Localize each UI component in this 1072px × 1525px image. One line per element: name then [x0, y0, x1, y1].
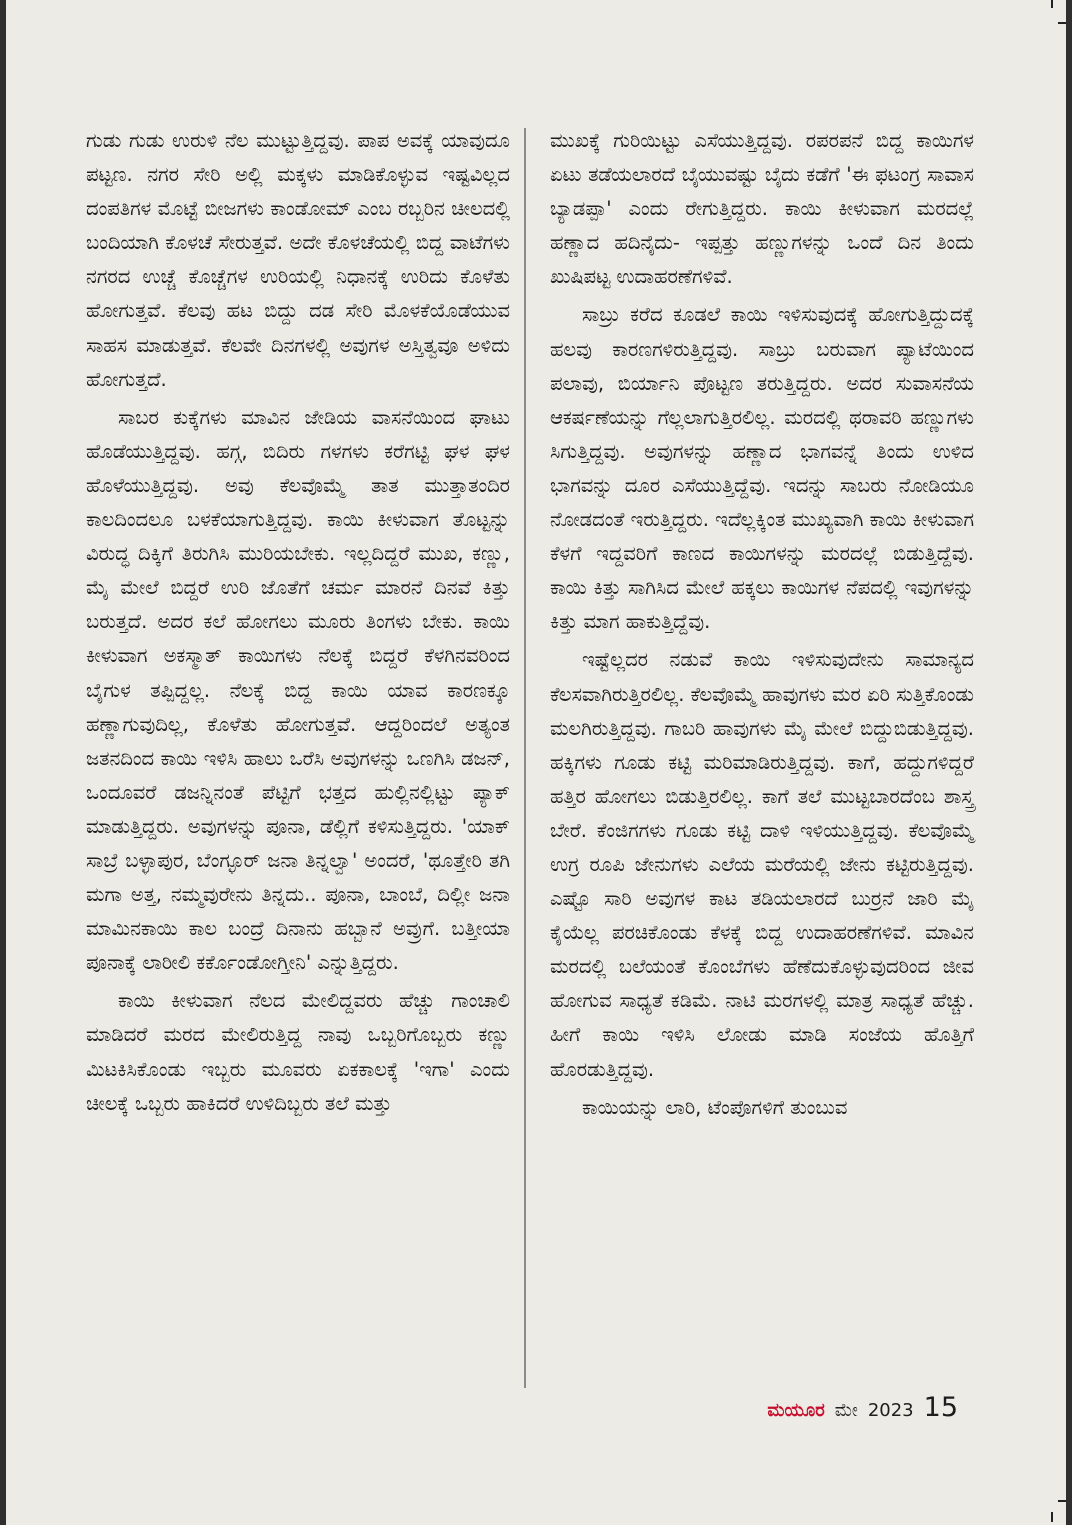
issue-year: 2023: [867, 1400, 914, 1421]
crop-mark-right-lower: [1058, 1500, 1066, 1502]
article-column-left: [86, 124, 510, 1121]
column-divider: [524, 128, 526, 1388]
issue-month: ಮೇ: [834, 1400, 858, 1421]
magazine-brand: ಮಯೂರ: [767, 1400, 825, 1421]
page-footer: [767, 1392, 958, 1423]
crop-mark-bottom-right: [1051, 1512, 1053, 1522]
magazine-page: [6, 0, 1066, 1525]
paragraph: ಇಷ್ಟೆಲ್ಲದರ ನಡುವೆ ಕಾಯಿ ಇಳಿಸುವುದೇನು ಸಾಮಾನ್ಯದ ಕೆಲಸವಾಗಿರುತ್ತಿರಲಿಲ್ಲ. ಕೆಲವೊಮ್ಮೆ ಹಾವುಗಳು ಮರ ಏರಿ ಸುತ್ತಿಕೊಂಡು ಮಲಗಿರುತ್ತಿದ್ದವು. ಗಾಬರಿ ಹಾವುಗಳು ಮೈ ಮೇಲೆ ಬಿದ್ದುಬಿಡುತ್ತಿದ್ದವು. ಹಕ್ಕಿಗಳು ಗೂಡು ಕಟ್ಟಿ ಮರಿಮಾಡಿರುತ್ತಿದ್ದವು. ಕಾಗೆ, ಹದ್ದುಗಳಿದ್ದರೆ ಹತ್ತಿರ ಹೋಗಲು ಬಿಡುತ್ತಿರಲಿಲ್ಲ. ಕಾಗೆ ತಲೆ ಮುಟ್ಟಬಾರದೆಂಬ ಶಾಸ್ತ್ರ ಬೇರೆ. ಕೆಂಜಿಗಗಳು ಗೂಡು ಕಟ್ಟಿ ದಾಳಿ ಇಳಿಯುತ್ತಿದ್ದವು. ಕೆಲವೊಮ್ಮೆ ಉಗ್ರ ರೂಪಿ ಜೇನುಗಳು ಎಲೆಯ ಮರೆಯಲ್ಲಿ ಜೇನು ಕಟ್ಟಿರುತ್ತಿದ್ದವು. ಎಷ್ಟೊ ಸಾರಿ ಅವುಗಳ ಕಾಟ ತಡಿಯಲಾರದೆ ಬುರ್ರನೆ ಜಾರಿ ಮೈ ಕೈಯೆಲ್ಲ ಪರಚಿಕೊಂಡು ಕೆಳಕ್ಕೆ ಬಿದ್ದ ಉದಾಹರಣೆಗಳಿವೆ. ಮಾವಿನ ಮರದಲ್ಲಿ ಬಲೆಯಂತೆ ಕೊಂಬೆಗಳು ಹೆಣೆದುಕೊಳ್ಳುವುದರಿಂದ ಜೀವ ಹೋಗುವ ಸಾಧ್ಯತೆ ಕಡಿಮೆ. ನಾಟಿ ಮರಗಳಲ್ಲಿ ಮಾತ್ರ ಸಾಧ್ಯತೆ ಹೆಚ್ಚು. ಹೀಗೆ ಕಾಯಿ ಇಳಿಸಿ ಲೋಡು ಮಾಡಿ ಸಂಜೆಯ ಹೊತ್ತಿಗೆ ಹೊರಡುತ್ತಿದ್ದವು.: [550, 648, 974, 1081]
page-number: 15: [923, 1392, 958, 1423]
article-column-right: [550, 124, 974, 1125]
paragraph: ಮುಖಕ್ಕೆ ಗುರಿಯಿಟ್ಟು ಎಸೆಯುತ್ತಿದ್ದವು. ರಪರಪನೆ ಬಿದ್ದ ಕಾಯಿಗಳ ಏಟು ತಡೆಯಲಾರದೆ ಬೈಯುವಷ್ಟು ಬೈದು ಕಡೆಗೆ 'ಈ ಫಟಂಗ್ರ ಸಾವಾಸ ಬ್ಯಾಡಪ್ಪಾ' ಎಂದು ರೇಗುತ್ತಿದ್ದರು. ಕಾಯಿ ಕೀಳುವಾಗ ಮರದಲ್ಲೆ ಹಣ್ಣಾದ ಹದಿನೈದು- ಇಪ್ಪತ್ತು ಹಣ್ಣುಗಳನ್ನು ಒಂದೆ ದಿನ ತಿಂದು ಖುಷಿಪಟ್ಟ ಉದಾಹರಣೆಗಳಿವೆ.: [550, 129, 974, 289]
crop-mark-right-upper: [1058, 22, 1066, 24]
paragraph: ಕಾಯಿ ಕೀಳುವಾಗ ನೆಲದ ಮೇಲಿದ್ದವರು ಹೆಚ್ಚು ಗಾಂಚಾಲಿ ಮಾಡಿದರೆ ಮರದ ಮೇಲಿರುತ್ತಿದ್ದ ನಾವು ಒಬ್ಬರಿಗೊಬ್ಬರು ಕಣ್ಣು ಮಿಟಕಿಸಿಕೊಂಡು ಇಬ್ಬರು ಮೂವರು ಏಕಕಾಲಕ್ಕೆ 'ಇಗಾ' ಎಂದು ಚೀಲಕ್ಕೆ ಒಬ್ಬರು ಹಾಕಿದರೆ ಉಳಿದಿಬ್ಬರು ತಲೆ ಮತ್ತು: [86, 989, 510, 1115]
paragraph: ಕಾಯಿಯನ್ನು ಲಾರಿ, ಟೆಂಪೊಗಳಿಗೆ ತುಂಬುವ: [582, 1095, 848, 1119]
paragraph: ಗುಡು ಗುಡು ಉರುಳಿ ನೆಲ ಮುಟ್ಟುತ್ತಿದ್ದವು. ಪಾಪ ಅವಕ್ಕೆ ಯಾವುದೂ ಪಟ್ಟಣ. ನಗರ ಸೇರಿ ಅಲ್ಲಿ ಮಕ್ಕಳು ಮಾಡಿಕೊಳ್ಳುವ ಇಷ್ಟವಿಲ್ಲದ ದಂಪತಿಗಳ ಮೊಟ್ಟೆ ಬೀಜಗಳು ಕಾಂಡೋಮ್ ಎಂಬ ರಬ್ಬರಿನ ಚೀಲದಲ್ಲಿ ಬಂದಿಯಾಗಿ ಕೊಳಚೆ ಸೇರುತ್ತವೆ. ಅದೇ ಕೊಳಚೆಯಲ್ಲಿ ಬಿದ್ದ ವಾಟೆಗಳು ನಗರದ ಉಚ್ಚೆ ಕೊಚ್ಚೆಗಳ ಉರಿಯಲ್ಲಿ ನಿಧಾನಕ್ಕೆ ಉರಿದು ಕೊಳೆತು ಹೋಗುತ್ತವೆ. ಕೆಲವು ಹಟ ಬಿದ್ದು ದಡ ಸೇರಿ ಮೊಳಕೆಯೊಡೆಯುವ ಸಾಹಸ ಮಾಡುತ್ತವೆ. ಕೆಲವೇ ದಿನಗಳಲ್ಲಿ ಅವುಗಳ ಅಸ್ತಿತ್ವವೂ ಅಳಿದು ಹೋಗುತ್ತದೆ.: [86, 129, 510, 391]
crop-mark-top-right: [1051, 0, 1053, 8]
paragraph: ಸಾಬ್ರು ಕರೆದ ಕೂಡಲೆ ಕಾಯಿ ಇಳಿಸುವುದಕ್ಕೆ ಹೋಗುತ್ತಿದ್ದುದಕ್ಕೆ ಹಲವು ಕಾರಣಗಳಿರುತ್ತಿದ್ದವು. ಸಾಬ್ರು ಬರುವಾಗ ಪ್ಯಾಟೆಯಿಂದ ಪಲಾವು, ಬಿರ್ಯಾನಿ ಪೊಟ್ಟಣ ತರುತ್ತಿದ್ದರು. ಅದರ ಸುವಾಸನೆಯ ಆಕರ್ಷಣೆಯನ್ನು ಗೆಲ್ಲಲಾಗುತ್ತಿರಲಿಲ್ಲ. ಮರದಲ್ಲಿ ಥರಾವರಿ ಹಣ್ಣುಗಳು ಸಿಗುತ್ತಿದ್ದವು. ಅವುಗಳನ್ನು ಹಣ್ಣಾದ ಭಾಗವನ್ನೆ ತಿಂದು ಉಳಿದ ಭಾಗವನ್ನು ದೂರ ಎಸೆಯುತ್ತಿದ್ದೆವು. ಇದನ್ನು ಸಾಬರು ನೋಡಿಯೂ ನೋಡದಂತೆ ಇರುತ್ತಿದ್ದರು. ಇದೆಲ್ಲಕ್ಕಿಂತ ಮುಖ್ಯವಾಗಿ ಕಾಯಿ ಕೀಳುವಾಗ ಕೆಳಗೆ ಇದ್ದವರಿಗೆ ಕಾಣದ ಕಾಯಿಗಳನ್ನು ಮರದಲ್ಲೆ ಬಿಡುತ್ತಿದ್ದೆವು. ಕಾಯಿ ಕಿತ್ತು ಸಾಗಿಸಿದ ಮೇಲೆ ಹಕ್ಕಲು ಕಾಯಿಗಳ ನೆಪದಲ್ಲಿ ಇವುಗಳನ್ನು ಕಿತ್ತು ಮಾಗ ಹಾಕುತ್ತಿದ್ದೆವು.: [550, 303, 974, 634]
paragraph: ಸಾಬರ ಕುಕ್ಕೆಗಳು ಮಾವಿನ ಜೇಡಿಯ ವಾಸನೆಯಿಂದ ಘಾಟು ಹೊಡೆಯುತ್ತಿದ್ದವು. ಹಗ್ಗ, ಬಿದಿರು ಗಳಗಳು ಕರೆಗಟ್ಟಿ ಘಳ ಘಳ ಹೊಳೆಯುತ್ತಿದ್ದವು. ಅವು ಕೆಲವೊಮ್ಮೆ ತಾತ ಮುತ್ತಾತಂದಿರ ಕಾಲದಿಂದಲೂ ಬಳಕೆಯಾಗುತ್ತಿದ್ದವು. ಕಾಯಿ ಕೀಳುವಾಗ ತೊಟ್ಟನ್ನು ವಿರುದ್ಧ ದಿಕ್ಕಿಗೆ ತಿರುಗಿಸಿ ಮುರಿಯಬೇಕು. ಇಲ್ಲದಿದ್ದರೆ ಮುಖ, ಕಣ್ಣು, ಮೈ ಮೇಲೆ ಬಿದ್ದರೆ ಉರಿ ಜೊತೆಗೆ ಚರ್ಮ ಮಾರನೆ ದಿನವೆ ಕಿತ್ತು ಬರುತ್ತದೆ. ಅದರ ಕಲೆ ಹೋಗಲು ಮೂರು ತಿಂಗಳು ಬೇಕು. ಕಾಯಿ ಕೀಳುವಾಗ ಅಕಸ್ಮಾತ್ ಕಾಯಿಗಳು ನೆಲಕ್ಕೆ ಬಿದ್ದರೆ ಕೆಳಗಿನವರಿಂದ ಬೈಗುಳ ತಪ್ಪಿದ್ದಲ್ಲ. ನೆಲಕ್ಕೆ ಬಿದ್ದ ಕಾಯಿ ಯಾವ ಕಾರಣಕ್ಕೂ ಹಣ್ಣಾಗುವುದಿಲ್ಲ, ಕೊಳೆತು ಹೋಗುತ್ತವೆ. ಆದ್ದರಿಂದಲೆ ಅತ್ಯಂತ ಜತನದಿಂದ ಕಾಯಿ ಇಳಿಸಿ ಹಾಲು ಒರೆಸಿ ಅವುಗಳನ್ನು ಒಣಗಿಸಿ ಡಜನ್, ಒಂದೂವರೆ ಡಜನ್ನಿನಂತೆ ಪೆಟ್ಟಿಗೆ ಭತ್ತದ ಹುಲ್ಲಿನಲ್ಲಿಟ್ಟು ಪ್ಯಾಕ್ ಮಾಡುತ್ತಿದ್ದರು. ಅವುಗಳನ್ನು ಪೂನಾ, ಡೆಲ್ಲಿಗೆ ಕಳಿಸುತ್ತಿದ್ದರು. 'ಯಾಕ್ ಸಾಬ್ರೆ ಬಳ್ಳಾಪುರ, ಬೆಂಗ್ಳೂರ್ ಜನಾ ತಿನ್ನಲ್ವಾ' ಅಂದರೆ, 'ಥೂತ್ತೇರಿ ತಗಿ ಮಗಾ ಅತ್ತ, ನಮ್ಮವುರೇನು ತಿನ್ನದು.. ಪೂನಾ, ಬಾಂಬೆ, ದಿಲ್ಲೀ ಜನಾ ಮಾಮಿನಕಾಯಿ ಕಾಲ ಬಂದ್ರೆ ದಿನಾನು ಹಬ್ಬಾನೆ ಅವ್ರುಗೆ. ಬತ್ತೀಯಾ ಪೂನಾಕ್ಕೆ ಲಾರೀಲಿ ಕರ್ಕೊಂಡೋಗ್ತೀನಿ' ಎನ್ನುತ್ತಿದ್ದರು.: [86, 405, 510, 975]
